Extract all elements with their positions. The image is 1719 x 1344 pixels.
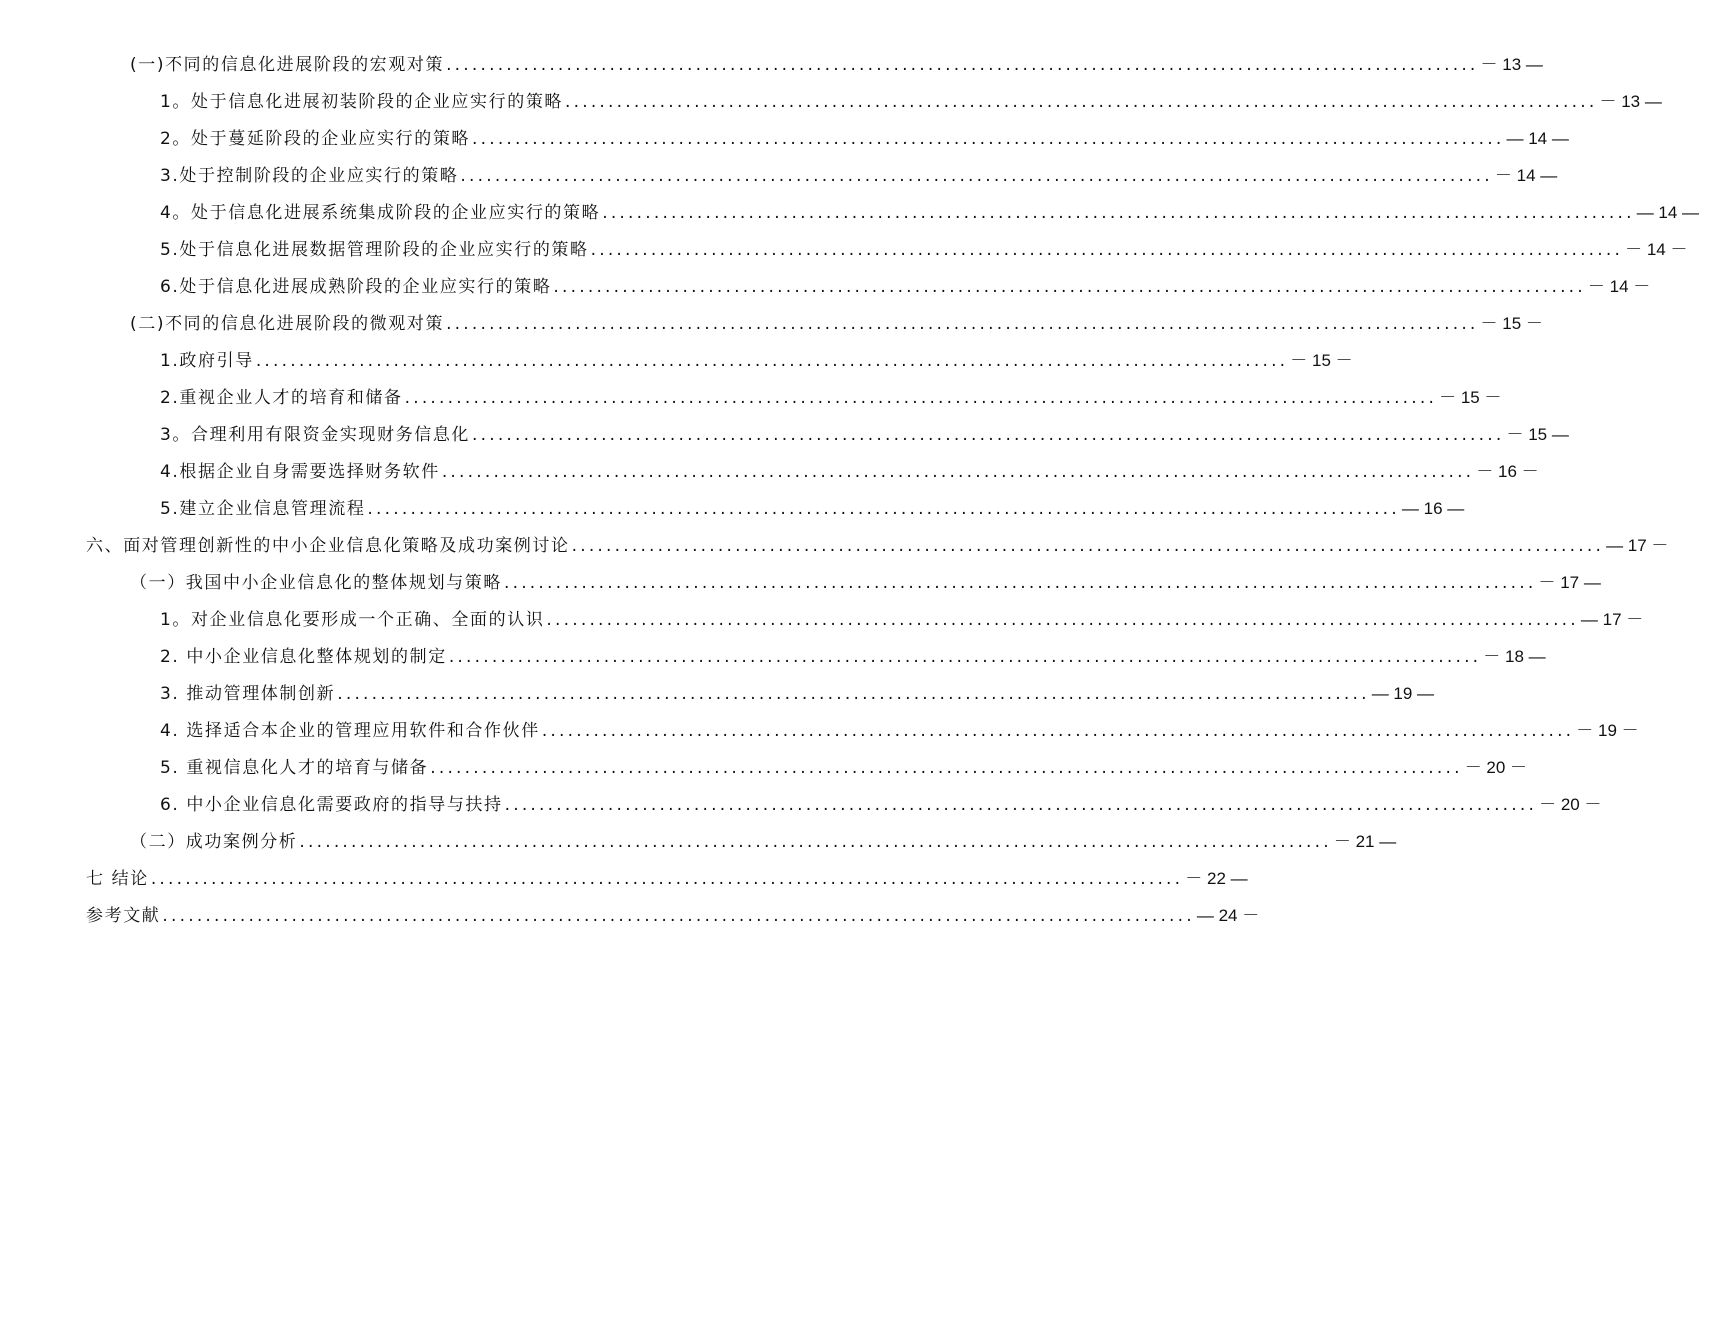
dot-leader: ........................................................................................................................ [441,462,1475,482]
toc-entry-title: 2.重视企业人才的培育和储备 [160,388,403,408]
toc-entry-title: 5.处于信息化进展数据管理阶段的企业应实行的策略 [160,240,589,260]
toc-entry[interactable] [0,673,1435,710]
toc-entry-title: 1。对企业信息化要形成一个正确、全面的认识 [160,610,545,630]
toc-entry-page-number: － 14 － [1625,240,1688,259]
dot-leader: ........................................................................................................................ [446,55,1479,75]
toc-entry-title: 七 结论 [86,869,149,889]
dot-leader: ........................................................................................................................ [571,536,1605,556]
toc-entry-page-number: － 15 — [1506,425,1569,444]
toc-entry-page-number: － 14 － [1587,277,1651,296]
toc-entry[interactable] [0,599,1644,636]
toc-entry-title: 六、面对管理创新性的中小企业信息化策略及成功案例讨论 [86,536,570,556]
toc-entry[interactable] [0,858,1248,895]
dot-leader: ........................................................................................................................ [504,573,1537,593]
toc-entry[interactable] [0,414,1569,451]
toc-entry-page-number: － 14 — [1494,166,1558,185]
toc-entry-title: （一）我国中小企业信息化的整体规划与策略 [130,573,502,593]
toc-entry[interactable] [0,340,1353,377]
dot-leader: ........................................................................................................................ [504,795,1538,815]
toc-entry-page-number: － 13 — [1480,55,1543,74]
toc-entry[interactable] [0,488,1465,525]
dot-leader: ........................................................................................................................ [150,869,1184,889]
dot-leader: ........................................................................................................................ [553,277,1586,297]
dot-leader: ........................................................................................................................ [299,832,1332,852]
toc-entry-page-number: － 19 － [1576,721,1639,740]
dot-leader: ........................................................................................................................ [460,166,1493,186]
toc-entry-page-number: — 16 — [1401,499,1465,518]
toc-entry[interactable] [0,451,1539,488]
toc-entry-page-number: － 13 — [1599,92,1662,111]
toc-entry-page-number: － 22 — [1185,869,1248,888]
toc-entry-page-number: — 14 — [1506,129,1569,148]
toc-entry-title: (二)不同的信息化进展阶段的微观对策 [130,314,445,334]
toc-entry-page-number: － 15 － [1439,388,1502,407]
toc-entry[interactable] [0,118,1569,155]
toc-entry[interactable] [0,229,1688,266]
toc-entry-page-number: － 16 － [1476,462,1539,481]
dot-leader: ........................................................................................................................ [255,351,1289,371]
toc-entry-page-number: － 15 － [1290,351,1353,370]
toc-entry[interactable] [0,562,1601,599]
toc-entry[interactable] [0,525,1669,562]
toc-entry-title: 2. 中小企业信息化整体规划的制定 [160,647,447,667]
toc-entry-title: 6.处于信息化进展成熟阶段的企业应实行的策略 [160,277,552,297]
toc-entry[interactable] [0,303,1543,340]
dot-leader: ........................................................................................................................ [541,721,1575,741]
dot-leader: ........................................................................................................................ [162,906,1195,926]
toc-entry[interactable] [0,710,1639,747]
toc-entry[interactable] [0,895,1260,932]
toc-entry[interactable] [0,192,1700,229]
toc-entry-title: 4。处于信息化进展系统集成阶段的企业应实行的策略 [160,203,601,223]
toc-entry[interactable] [0,636,1546,673]
toc-entry-title: 4. 选择适合本企业的管理应用软件和合作伙伴 [160,721,540,741]
toc-entry[interactable] [0,377,1502,414]
dot-leader: ........................................................................................................................ [404,388,1438,408]
toc-entry[interactable] [0,44,1543,81]
toc-entry-title: 2。处于蔓延阶段的企业应实行的策略 [160,129,471,149]
toc-entry-page-number: － 20 － [1539,795,1602,814]
dot-leader: ........................................................................................................................ [565,92,1598,112]
toc-entry-title: 5.建立企业信息管理流程 [160,499,366,519]
dot-leader: ........................................................................................................................ [446,314,1479,334]
toc-entry-title: 6. 中小企业信息化需要政府的指导与扶持 [160,795,503,815]
toc-entry-page-number: － 15 － [1480,314,1543,333]
dot-leader: ........................................................................................................................ [472,129,1505,149]
toc-entry-title: (一)不同的信息化进展阶段的宏观对策 [130,55,445,75]
toc-entry-title: 5. 重视信息化人才的培育与储备 [160,758,429,778]
dot-leader: ........................................................................................................................ [430,758,1463,778]
toc-entry-title: 1。处于信息化进展初装阶段的企业应实行的策略 [160,92,564,112]
toc-entry-title: 4.根据企业自身需要选择财务软件 [160,462,440,482]
dot-leader: ........................................................................................................................ [367,499,1400,519]
toc-entry-page-number: — 17 － [1580,610,1644,629]
toc-entry-title: 1.政府引导 [160,351,254,371]
toc-entry-page-number: － 17 — [1538,573,1601,592]
dot-leader: ........................................................................................................................ [546,610,1579,630]
table-of-contents [0,44,1700,932]
dot-leader: ........................................................................................................................ [472,425,1505,445]
toc-entry[interactable] [0,155,1558,192]
toc-entry[interactable] [0,81,1662,118]
dot-leader: ........................................................................................................................ [448,647,1482,667]
toc-entry-title: （二）成功案例分析 [130,832,298,852]
toc-entry-page-number: — 19 — [1371,684,1435,703]
toc-entry[interactable] [0,747,1528,784]
toc-entry-page-number: — 14 — [1636,203,1700,222]
dot-leader: ........................................................................................................................ [337,684,1370,704]
toc-entry-page-number: － 20 － [1464,758,1528,777]
toc-entry[interactable] [0,784,1602,821]
toc-entry-page-number: － 21 — [1333,832,1397,851]
dot-leader: ........................................................................................................................ [602,203,1635,223]
toc-entry[interactable] [0,821,1397,858]
toc-entry-title: 3。合理利用有限资金实现财务信息化 [160,425,471,445]
toc-entry[interactable] [0,266,1651,303]
toc-entry-page-number: — 24 － [1196,906,1260,925]
toc-entry-title: 3.处于控制阶段的企业应实行的策略 [160,166,459,186]
dot-leader: ........................................................................................................................ [590,240,1624,260]
toc-entry-title: 3. 推动管理体制创新 [160,684,336,704]
toc-entry-title: 参考文献 [86,906,161,926]
toc-entry-page-number: － 18 — [1483,647,1546,666]
toc-entry-page-number: — 17 － [1606,536,1669,555]
